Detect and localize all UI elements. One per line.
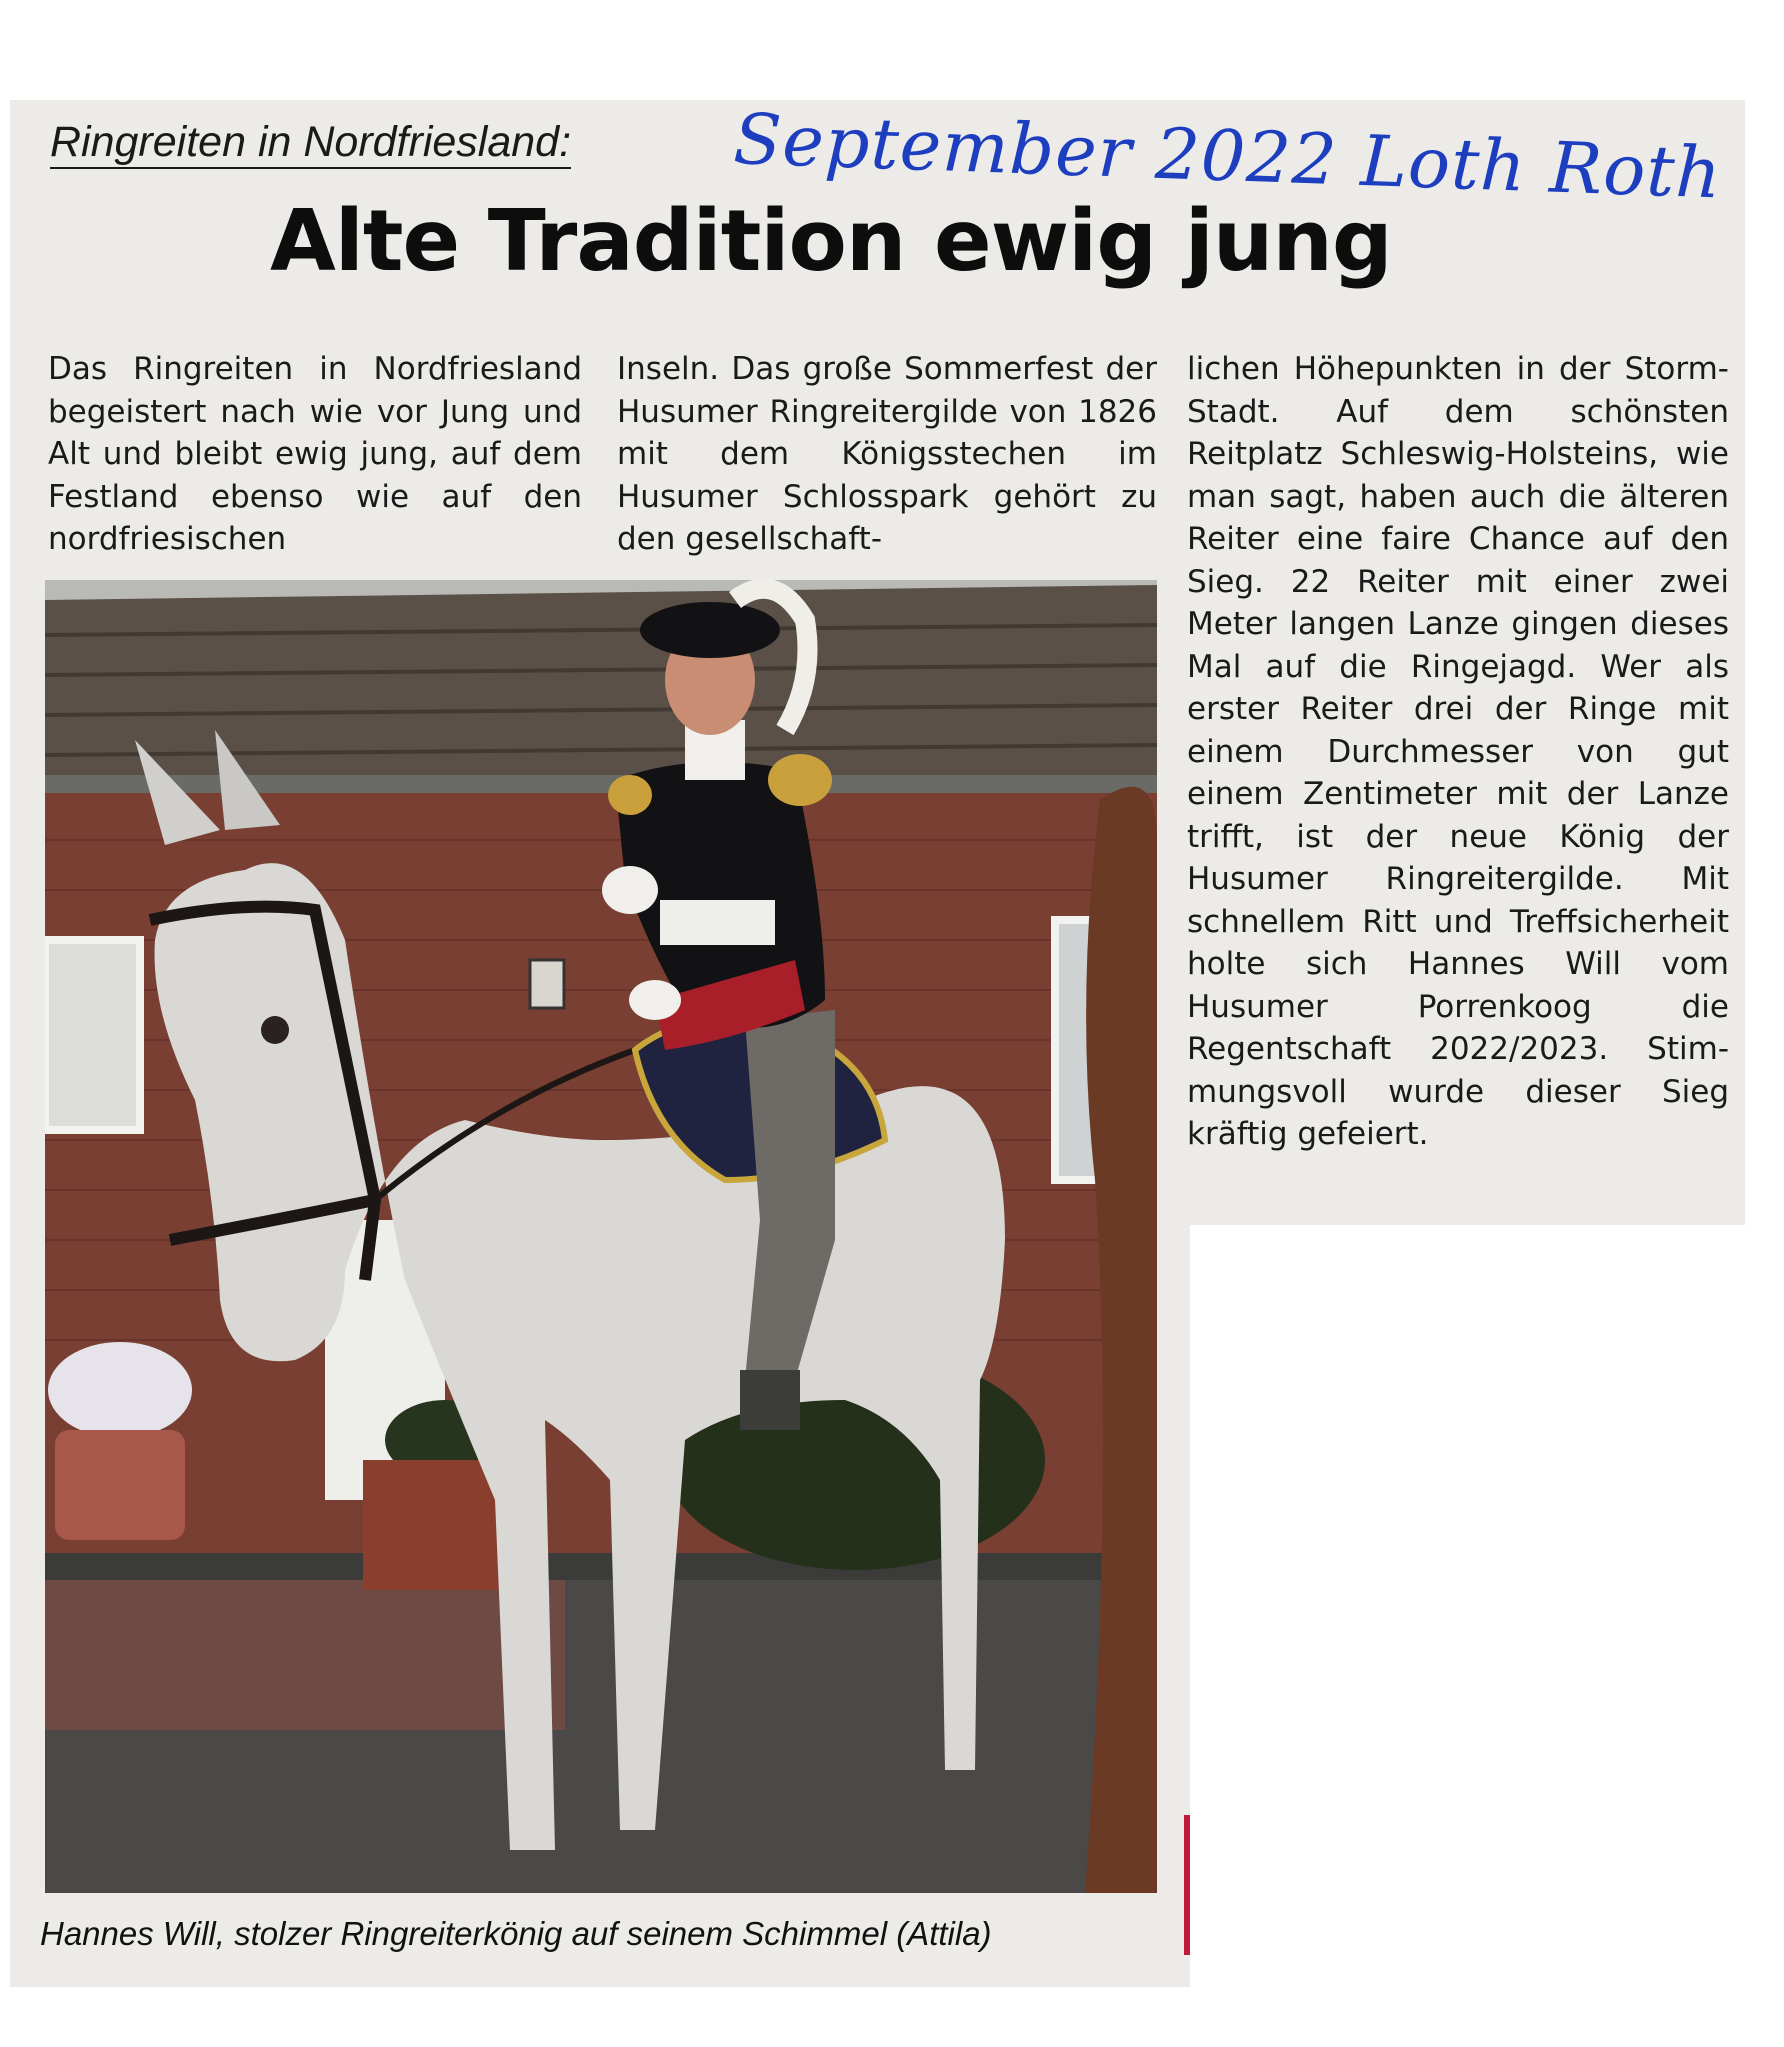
column-3-text: lichen Höhepunkten in der Storm-Stadt. Auf dem schönsten Reitplatz Schleswig-Holsteins, wie man sagt, haben auch die älteren Reiter eine faire Chance auf den Sieg. 22 Reiter mit einer zwei Meter langen Lanze gingen dieses Mal auf die Ringejagd. Wer als erster Reiter drei der Ringe mit einem Durchmesser von gut einem Zentimeter mit der Lanze trifft, ist der neue König der Husumer Ringreitergilde. Mit schnellem Ritt und Treffsicherheit holte sich Hannes Will vom Husumer Porrenkoog die Regentschaft 2022/2023. Stimmungsvoll wurde dieser Sieg kräftig gefeiert. bbox=[1187, 351, 1729, 1152]
article-photo bbox=[45, 580, 1157, 1893]
photo-caption: Hannes Will, stolzer Ringreiterkönig auf seinem Schimmel (Attila) bbox=[40, 1915, 992, 1952]
red-edge-mark bbox=[1184, 1815, 1190, 1955]
rider-on-white-horse-photo bbox=[45, 580, 1157, 1893]
column-2-text: Inseln. Das große Sommerfest der Husumer Ringreitergilde von 1826 mit dem Königsstechen im Husumer Schlosspark gehört zu den gesellschaft- bbox=[617, 351, 1157, 557]
article-column-2 bbox=[617, 348, 1157, 561]
article-headline: Alte Tradition ewig jung bbox=[270, 192, 1392, 291]
column-1-text: Das Ringreiten in Nordfriesland begeistert nach wie vor Jung und Alt und bleibt ewig jung, auf dem Festland ebenso wie auf den nordfriesischen bbox=[48, 351, 582, 557]
article-kicker: Ringreiten in Nordfriesland: bbox=[50, 118, 571, 169]
article-column-3 bbox=[1187, 348, 1729, 1156]
article-column-1 bbox=[48, 348, 582, 561]
handwritten-date-note: September 2022 Loth Roth bbox=[732, 98, 1724, 215]
